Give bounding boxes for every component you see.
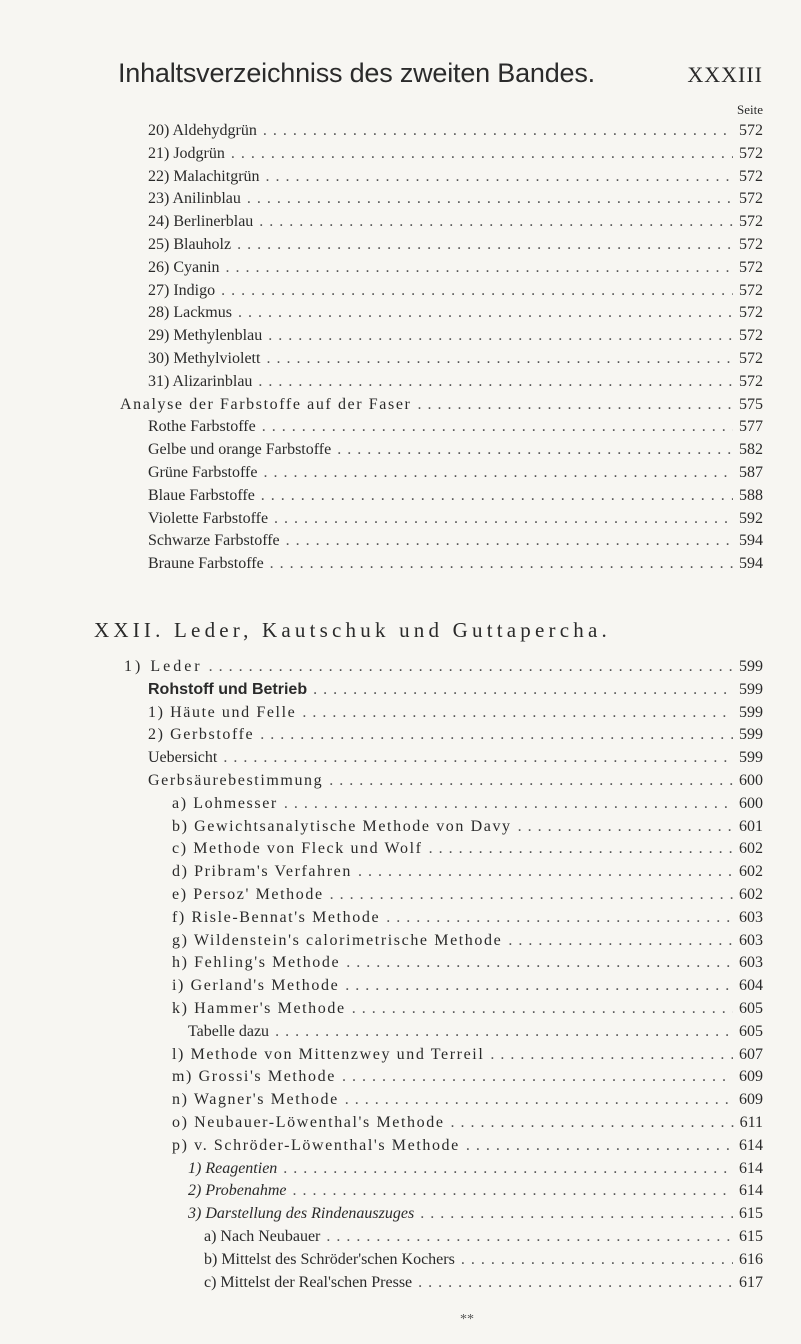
- toc-row-leather-13: [0, 952, 763, 974]
- toc-entry-page: 602: [739, 840, 763, 858]
- toc-entry-page: 599: [739, 749, 763, 767]
- toc-row-leather-3: [0, 724, 763, 746]
- dot-leader: [518, 816, 733, 838]
- toc-row-leather-17: [0, 1044, 763, 1066]
- dot-leader: [293, 1180, 734, 1202]
- dot-leader: [263, 462, 733, 484]
- toc-entry-label: 28) Lackmus: [148, 304, 232, 322]
- toc-entry-page: 599: [739, 703, 763, 721]
- toc-entry-label: 2) Gerbstoffe: [148, 726, 255, 744]
- toc-entry-label: 23) Anilinblau: [148, 190, 241, 208]
- dot-leader: [284, 793, 733, 815]
- toc-entry-label: Schwarze Farbstoffe: [148, 532, 280, 550]
- dot-leader: [247, 188, 733, 210]
- toc-entry-page: 616: [739, 1250, 763, 1268]
- toc-entry-label: 30) Methylviolett: [148, 350, 261, 367]
- toc-entry-label: 27) Indigo: [148, 281, 216, 299]
- toc-entry-label: Grüne Farbstoffe: [148, 464, 258, 481]
- toc-row-dyes-0: [0, 120, 763, 142]
- toc-entry-label: Blaue Farbstoffe: [148, 486, 255, 504]
- toc-entry-label: a) Lohmesser: [172, 794, 278, 812]
- toc-entry-label: f) Risle-Bennat's Methode: [172, 908, 381, 926]
- toc-row-leather-6: [0, 793, 763, 815]
- dot-leader: [451, 1112, 734, 1134]
- toc-entry-page: 575: [739, 395, 763, 413]
- toc-entry-page: 572: [739, 350, 763, 367]
- toc-entry-page: 602: [739, 886, 763, 903]
- toc-entry-page: 572: [739, 190, 763, 208]
- toc-row-dyes-1: [0, 143, 763, 165]
- toc-row-leather-14: [0, 975, 763, 997]
- toc-entry-page: 600: [739, 772, 763, 789]
- toc-entry-page: 572: [739, 167, 763, 185]
- toc-entry-page: 609: [739, 1068, 763, 1086]
- toc-row-leather-1: [0, 679, 763, 701]
- dot-leader: [266, 348, 733, 370]
- toc-entry-page: 601: [739, 817, 763, 835]
- toc-entry-page: 572: [739, 304, 763, 322]
- dot-leader: [330, 884, 733, 906]
- toc-row-dyes-9: [0, 325, 763, 347]
- toc-entry-page: 614: [739, 1159, 763, 1177]
- toc-entry-label: 21) Jodgrün: [148, 144, 225, 162]
- toc-entry-label: 1) Leder: [124, 658, 203, 675]
- toc-entry-page: 605: [739, 1000, 763, 1017]
- toc-entry-page: 592: [739, 509, 763, 527]
- dot-leader: [508, 930, 733, 952]
- toc-row-dyes-16: [0, 485, 763, 507]
- toc-row-leather-16: [0, 1021, 763, 1043]
- dot-leader: [259, 211, 733, 233]
- toc-entry-label: Analyse der Farbstoffe auf der Faser: [120, 395, 412, 413]
- dot-leader: [466, 1135, 733, 1157]
- toc-entry-label: b) Mittelst des Schröder'schen Kochers: [204, 1250, 455, 1268]
- toc-row-leather-7: [0, 816, 763, 838]
- toc-entry-label: 22) Malachitgrün: [148, 167, 260, 185]
- toc-row-dyes-17: [0, 508, 763, 530]
- toc-entry-page: 611: [739, 1114, 763, 1131]
- toc-row-leather-15: [0, 998, 763, 1020]
- toc-row-dyes-7: [0, 280, 763, 302]
- toc-entry-label: c) Methode von Fleck und Wolf: [172, 840, 423, 858]
- toc-entry-page: 603: [739, 931, 763, 949]
- running-title: Inhaltsverzeichniss des zweiten Bandes.: [118, 58, 595, 88]
- toc-entry-page: 614: [739, 1182, 763, 1200]
- dot-leader: [358, 861, 733, 883]
- dot-leader: [268, 325, 733, 347]
- toc-entry-page: 607: [739, 1045, 763, 1063]
- toc-entry-page: 582: [739, 441, 763, 459]
- dot-leader: [346, 952, 733, 974]
- toc-entry-page: 599: [739, 680, 763, 698]
- dot-leader: [420, 1203, 733, 1225]
- toc-entry-label: p) v. Schröder-Löwenthal's Methode: [172, 1136, 460, 1154]
- dot-leader: [417, 394, 733, 416]
- toc-entry-page: 572: [739, 327, 763, 345]
- dot-leader: [329, 770, 733, 792]
- toc-row-leather-20: [0, 1112, 763, 1134]
- toc-entry-label: Rothe Farbstoffe: [148, 418, 256, 436]
- toc-entry-label: c) Mittelst der Real'schen Presse: [204, 1273, 413, 1291]
- toc-entry-page: 572: [739, 122, 763, 139]
- toc-row-dyes-10: [0, 348, 763, 370]
- toc-entry-page: 603: [739, 954, 763, 972]
- toc-row-leather-25: [0, 1226, 763, 1248]
- toc-entry-label: Rohstoff und Betrieb: [148, 680, 308, 698]
- dot-leader: [226, 257, 733, 279]
- dot-leader: [270, 553, 733, 575]
- dot-leader: [490, 1044, 733, 1066]
- toc-entry-page: 614: [739, 1136, 763, 1154]
- toc-entry-page: 615: [739, 1205, 763, 1223]
- toc-entry-label: 25) Blauholz: [148, 236, 232, 253]
- signature-mark: **: [460, 1312, 474, 1327]
- dot-leader: [337, 439, 733, 461]
- toc-entry-page: 587: [739, 464, 763, 481]
- dot-leader: [209, 656, 733, 678]
- toc-entry-page: 602: [739, 863, 763, 881]
- toc-entry-label: Gerbsäurebestimmung: [148, 772, 324, 789]
- dot-leader: [302, 702, 733, 724]
- toc-entry-label: Violette Farbstoffe: [148, 509, 269, 527]
- toc-entry-label: b) Gewichtsanalytische Methode von Davy: [172, 817, 512, 835]
- toc-row-leather-24: [0, 1203, 763, 1225]
- toc-entry-label: o) Neubauer-Löwenthal's Methode: [172, 1114, 445, 1131]
- toc-entry-page: 594: [739, 555, 763, 573]
- toc-entry-label: 26) Cyanin: [148, 258, 220, 276]
- toc-row-dyes-14: [0, 439, 763, 461]
- dot-leader: [352, 998, 733, 1020]
- dot-leader: [274, 508, 733, 530]
- toc-entry-page: 588: [739, 486, 763, 504]
- toc-entry-page: 599: [739, 658, 763, 675]
- toc-row-dyes-2: [0, 166, 763, 188]
- toc-entry-page: 603: [739, 908, 763, 926]
- dot-leader: [275, 1021, 733, 1043]
- toc-row-leather-26: [0, 1249, 763, 1271]
- toc-row-leather-2: [0, 702, 763, 724]
- toc-entry-label: 29) Methylenblau: [148, 327, 263, 345]
- toc-entry-label: Tabelle dazu: [188, 1022, 270, 1040]
- toc-entry-page: 600: [739, 794, 763, 812]
- toc-row-dyes-3: [0, 188, 763, 210]
- toc-row-dyes-5: [0, 234, 763, 256]
- toc-entry-page: 617: [739, 1273, 763, 1291]
- toc-entry-label: 20) Aldehydgrün: [148, 122, 257, 139]
- toc-row-dyes-11: [0, 371, 763, 393]
- toc-row-leather-27: [0, 1272, 763, 1294]
- dot-leader: [326, 1226, 733, 1248]
- toc-row-leather-4: [0, 747, 763, 769]
- dot-leader: [262, 416, 733, 438]
- dot-leader: [261, 485, 733, 507]
- toc-entry-page: 609: [739, 1091, 763, 1109]
- page-number: XXXIII: [687, 62, 763, 87]
- dot-leader: [260, 724, 733, 746]
- toc-entry-label: Uebersicht: [148, 749, 218, 767]
- dot-leader: [223, 747, 733, 769]
- toc-row-leather-5: [0, 770, 763, 792]
- toc-row-leather-21: [0, 1135, 763, 1157]
- toc-entry-page: 572: [739, 144, 763, 162]
- dot-leader: [263, 120, 733, 142]
- toc-row-leather-22: [0, 1158, 763, 1180]
- toc-entry-page: 599: [739, 726, 763, 744]
- toc-entry-label: 3) Darstellung des Rindenauszuges: [188, 1205, 415, 1223]
- section-heading: XXII. Leder, Kautschuk und Guttapercha.: [94, 618, 611, 642]
- toc-entry-label: h) Fehling's Methode: [172, 954, 341, 972]
- dot-leader: [231, 143, 733, 165]
- dot-leader: [345, 975, 733, 997]
- toc-entry-label: d) Pribram's Verfahren: [172, 863, 352, 881]
- toc-entry-label: 2) Probenahme: [188, 1182, 287, 1200]
- toc-row-leather-8: [0, 838, 763, 860]
- toc-row-leather-0: [0, 656, 763, 678]
- toc-entry-page: 572: [739, 258, 763, 276]
- toc-entry-label: m) Grossi's Methode: [172, 1068, 336, 1086]
- dot-leader: [461, 1249, 733, 1271]
- toc-entry-page: 572: [739, 213, 763, 231]
- seite-label: Seite: [737, 102, 763, 117]
- toc-row-leather-18: [0, 1066, 763, 1088]
- dot-leader: [386, 907, 733, 929]
- toc-entry-label: e) Persoz' Methode: [172, 886, 324, 903]
- dot-leader: [237, 234, 733, 256]
- toc-entry-label: a) Nach Neubauer: [204, 1228, 321, 1245]
- dot-leader: [418, 1272, 733, 1294]
- toc-entry-label: i) Gerland's Methode: [172, 977, 340, 995]
- toc-row-dyes-8: [0, 302, 763, 324]
- dot-leader: [342, 1066, 733, 1088]
- toc-entry-page: 572: [739, 236, 763, 253]
- toc-entry-page: 572: [739, 281, 763, 299]
- dot-leader: [313, 679, 733, 701]
- toc-entry-label: 31) Alizarinblau: [148, 372, 253, 390]
- toc-entry-label: 24) Berlinerblau: [148, 213, 254, 231]
- dot-leader: [286, 530, 733, 552]
- toc-row-leather-9: [0, 861, 763, 883]
- toc-entry-page: 572: [739, 372, 763, 390]
- toc-entry-page: 605: [739, 1022, 763, 1040]
- toc-entry-label: 1) Reagentien: [188, 1159, 278, 1177]
- toc-entry-label: l) Methode von Mittenzwey und Terreil: [172, 1045, 485, 1063]
- dot-leader: [345, 1089, 733, 1111]
- toc-row-dyes-4: [0, 211, 763, 233]
- toc-row-dyes-6: [0, 257, 763, 279]
- toc-row-dyes-15: [0, 462, 763, 484]
- toc-entry-page: 577: [739, 418, 763, 436]
- toc-entry-page: 604: [739, 977, 763, 995]
- dot-leader: [238, 302, 733, 324]
- toc-row-dyes-19: [0, 553, 763, 575]
- toc-row-dyes-12: [0, 394, 763, 416]
- toc-entry-label: g) Wildenstein's calorimetrische Methode: [172, 931, 503, 949]
- toc-entry-page: 594: [739, 532, 763, 550]
- dot-leader: [221, 280, 733, 302]
- toc-row-leather-23: [0, 1180, 763, 1202]
- toc-entry-label: k) Hammer's Methode: [172, 1000, 346, 1017]
- toc-entry-page: 615: [739, 1228, 763, 1245]
- toc-entry-label: n) Wagner's Methode: [172, 1091, 339, 1109]
- toc-entry-label: Braune Farbstoffe: [148, 555, 264, 573]
- toc-row-leather-12: [0, 930, 763, 952]
- dot-leader: [266, 166, 733, 188]
- toc-entry-label: 1) Häute und Felle: [148, 703, 297, 721]
- toc-row-leather-10: [0, 884, 763, 906]
- toc-row-leather-11: [0, 907, 763, 929]
- toc-row-dyes-13: [0, 416, 763, 438]
- dot-leader: [258, 371, 733, 393]
- toc-entry-label: Gelbe und orange Farbstoffe: [148, 441, 332, 459]
- toc-row-dyes-18: [0, 530, 763, 552]
- page-header: [118, 58, 763, 98]
- dot-leader: [283, 1158, 733, 1180]
- toc-row-leather-19: [0, 1089, 763, 1111]
- dot-leader: [429, 838, 733, 860]
